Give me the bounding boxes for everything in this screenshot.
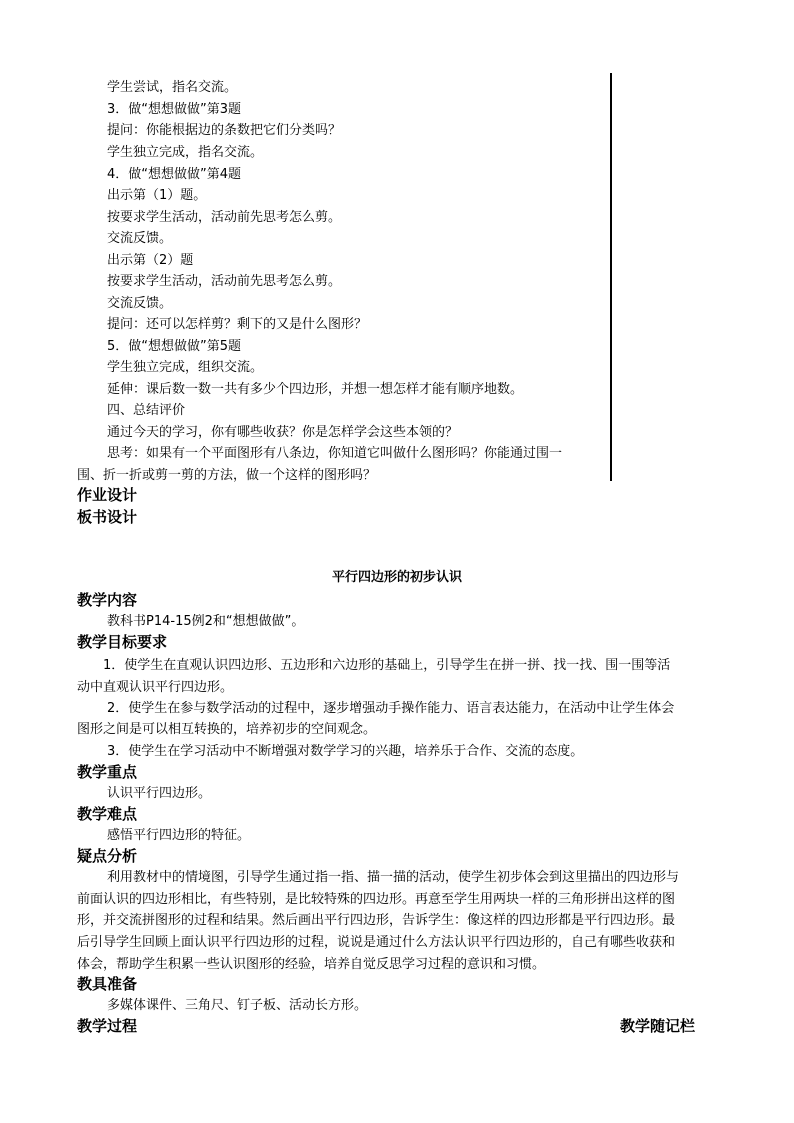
text-line: 学生独立完成，指名交流。 [107, 145, 264, 160]
homework-heading: 作业设计 [77, 486, 138, 504]
text-line: 交流反馈。 [107, 231, 173, 246]
content-text: 教科书P14-15例2和“想想做做”。 [107, 614, 305, 629]
key-text: 认识平行四边形。 [107, 786, 212, 801]
text-line: 按要求学生活动，活动前先思考怎么剪。 [107, 210, 342, 225]
content-heading: 教学内容 [77, 591, 138, 609]
analysis-line: 形，并交流拼图形的过程和结果。然后画出平行四边形，告诉学生：像这样的四边形都是平行四边形。最 [77, 913, 676, 928]
goals-heading: 教学目标要求 [77, 633, 168, 651]
goal-line: 2．使学生在参与数学活动的过程中，逐步增强动手操作能力、语言表达能力，在活动中让学生体会 [107, 701, 675, 716]
goal-line: 1．使学生在直观认识四边形、五边形和六边形的基础上，引导学生在拼一拼、找一找、围一围等活 [103, 658, 671, 673]
text-line: 出示第（1）题。 [107, 188, 207, 203]
text-line: 按要求学生活动，活动前先思考怎么剪。 [107, 274, 342, 289]
text-line: 通过今天的学习，你有哪些收获？你是怎样学会这些本领的？ [107, 425, 459, 440]
difficulty-text: 感悟平行四边形的特征。 [107, 828, 251, 843]
difficulty-heading: 教学难点 [77, 805, 138, 823]
text-line: 围、折一折或剪一剪的方法，做一个这样的图形吗？ [77, 468, 377, 483]
text-line: 提问：你能根据边的条数把它们分类吗？ [107, 123, 342, 138]
text-line: 交流反馈。 [107, 296, 173, 311]
process-heading: 教学过程 [77, 1017, 138, 1035]
text-line: 5．做“想想做做”第5题 [107, 339, 242, 354]
text-line: 3．做“想想做做”第3题 [107, 102, 242, 117]
goal-line: 图形之间是可以相互转换的，培养初步的空间观念。 [77, 722, 377, 737]
text-line: 学生独立完成，组织交流。 [107, 360, 264, 375]
analysis-line: 利用教材中的情境图，引导学生通过指一指、描一描的活动，使学生初步体会到这里描出的四边形与 [107, 870, 680, 885]
vertical-rule [610, 73, 612, 481]
text-line: 4．做“想想做做”第4题 [107, 167, 242, 182]
board-heading: 板书设计 [77, 508, 138, 526]
materials-heading: 教具准备 [77, 975, 138, 993]
text-line: 提问：还可以怎样剪？剩下的又是什么图形？ [107, 317, 368, 332]
text-line: 四、总结评价 [107, 403, 186, 418]
materials-text: 多媒体课件、三角尺、钉子板、活动长方形。 [107, 998, 368, 1013]
analysis-line: 后引导学生回顾上面认识平行四边形的过程，说说是通过什么方法认识平行四边形的，自己有哪些收获和 [77, 935, 676, 950]
lesson-title: 平行四边形的初步认识 [331, 570, 462, 585]
analysis-heading: 疑点分析 [77, 847, 138, 865]
text-line: 学生尝试，指名交流。 [107, 80, 238, 95]
analysis-line: 体会，帮助学生积累一些认识图形的经验，培养自觉反思学习过程的意识和习惯。 [77, 957, 546, 972]
text-line: 出示第（2）题 [107, 253, 194, 268]
goal-line: 3．使学生在学习活动中不断增强对数学学习的兴趣，培养乐于合作、交流的态度。 [107, 744, 584, 759]
notes-heading: 教学随记栏 [620, 1017, 696, 1035]
goal-line: 动中直观认识平行四边形。 [77, 680, 234, 695]
key-heading: 教学重点 [77, 763, 138, 781]
text-line: 思考：如果有一个平面图形有八条边，你知道它叫做什么图形吗？你能通过围一 [107, 446, 563, 461]
analysis-line: 前面认识的四边形相比，有些特别，是比较特殊的四边形。再意至学生用两块一样的三角形拼出这样的图 [77, 892, 676, 907]
text-line: 延伸：课后数一数一共有多少个四边形，并想一想怎样才能有顺序地数。 [107, 382, 524, 397]
